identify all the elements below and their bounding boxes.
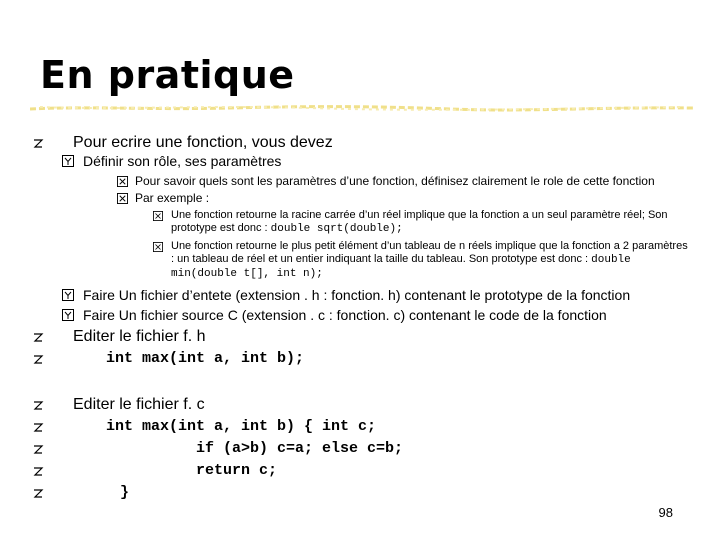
code-c-line-4: }: [120, 484, 130, 501]
bullet-min-text: Une fonction retourne le plus petit élément d’un tableau de n réels implique que la fonction a 2 paramètres : un tableau de réel et un entier indiquant la taille du tableau. Son prototype est donc :: [171, 240, 688, 265]
bullet-source: [62, 307, 702, 325]
slide-title: En pratique: [40, 53, 295, 97]
bullet-role: [62, 153, 682, 171]
bullet-edit-c-text: Editer le fichier f. c: [73, 396, 205, 413]
z-bullet-icon: [32, 399, 44, 411]
bullet-role-text: Définir son rôle, ses paramètres: [83, 153, 282, 169]
bullet-intro-text: Pour ecrire une fonction, vous devez: [73, 134, 333, 151]
bullet-racine-text: Une fonction retourne la racine carrée d’un réel implique que la fonction a un seul paramètre réel; Son prototype est donc :: [171, 209, 668, 234]
code-c-line-2: if (a>b) c=a; else c=b;: [196, 440, 404, 457]
bullet-min: [153, 240, 693, 282]
x-box-bullet-icon: [153, 242, 165, 254]
z-bullet-icon: [32, 421, 44, 433]
code-c-row-2: [32, 440, 532, 460]
z-bullet-icon: [32, 487, 44, 499]
code-h-row: [32, 350, 432, 370]
bullet-edit-c: [32, 396, 432, 416]
x-box-bullet-icon: [117, 176, 129, 188]
bullet-savoir: [117, 174, 697, 190]
y-box-bullet-icon: [62, 155, 74, 167]
bullet-edit-h-text: Editer le fichier f. h: [73, 328, 206, 345]
z-bullet-icon: [32, 465, 44, 477]
code-c-row-3: [32, 462, 532, 482]
bullet-racine-code: double sqrt(double);: [270, 223, 403, 235]
z-bullet-icon: [32, 353, 44, 365]
bullet-min-code: double min(double t[], int n);: [171, 254, 631, 280]
bullet-edit-h: [32, 328, 432, 348]
y-box-bullet-icon: [62, 309, 74, 321]
bullet-racine: [153, 209, 693, 239]
page-number: 98: [658, 505, 673, 520]
code-h-line: int max(int a, int b);: [106, 350, 305, 367]
bullet-exemple-text: Par exemple :: [135, 191, 210, 205]
bullet-intro: [32, 134, 682, 154]
code-c-row-1: [32, 418, 532, 438]
bullet-entete: [62, 287, 702, 305]
z-bullet-icon: [32, 331, 44, 343]
bullet-source-text: Faire Un fichier source C (extension . c : fonction. c) contenant le code de la fonction: [83, 307, 607, 323]
y-box-bullet-icon: [62, 289, 74, 301]
x-box-bullet-icon: [153, 211, 165, 223]
title-underline-decoration: [30, 104, 694, 112]
code-c-line-1: int max(int a, int b) { int c;: [106, 418, 377, 435]
code-c-row-4: [32, 484, 532, 504]
code-c-line-3: return c;: [196, 462, 278, 479]
z-bullet-icon: [32, 137, 44, 149]
bullet-entete-text: Faire Un fichier d’entete (extension . h : fonction. h) contenant le prototype de la fonction: [83, 287, 631, 303]
bullet-savoir-text: Pour savoir quels sont les paramètres d’une fonction, définisez clairement le role de cette fonction: [135, 174, 655, 188]
bullet-exemple: [117, 191, 417, 207]
z-bullet-icon: [32, 443, 44, 455]
x-box-bullet-icon: [117, 193, 129, 205]
